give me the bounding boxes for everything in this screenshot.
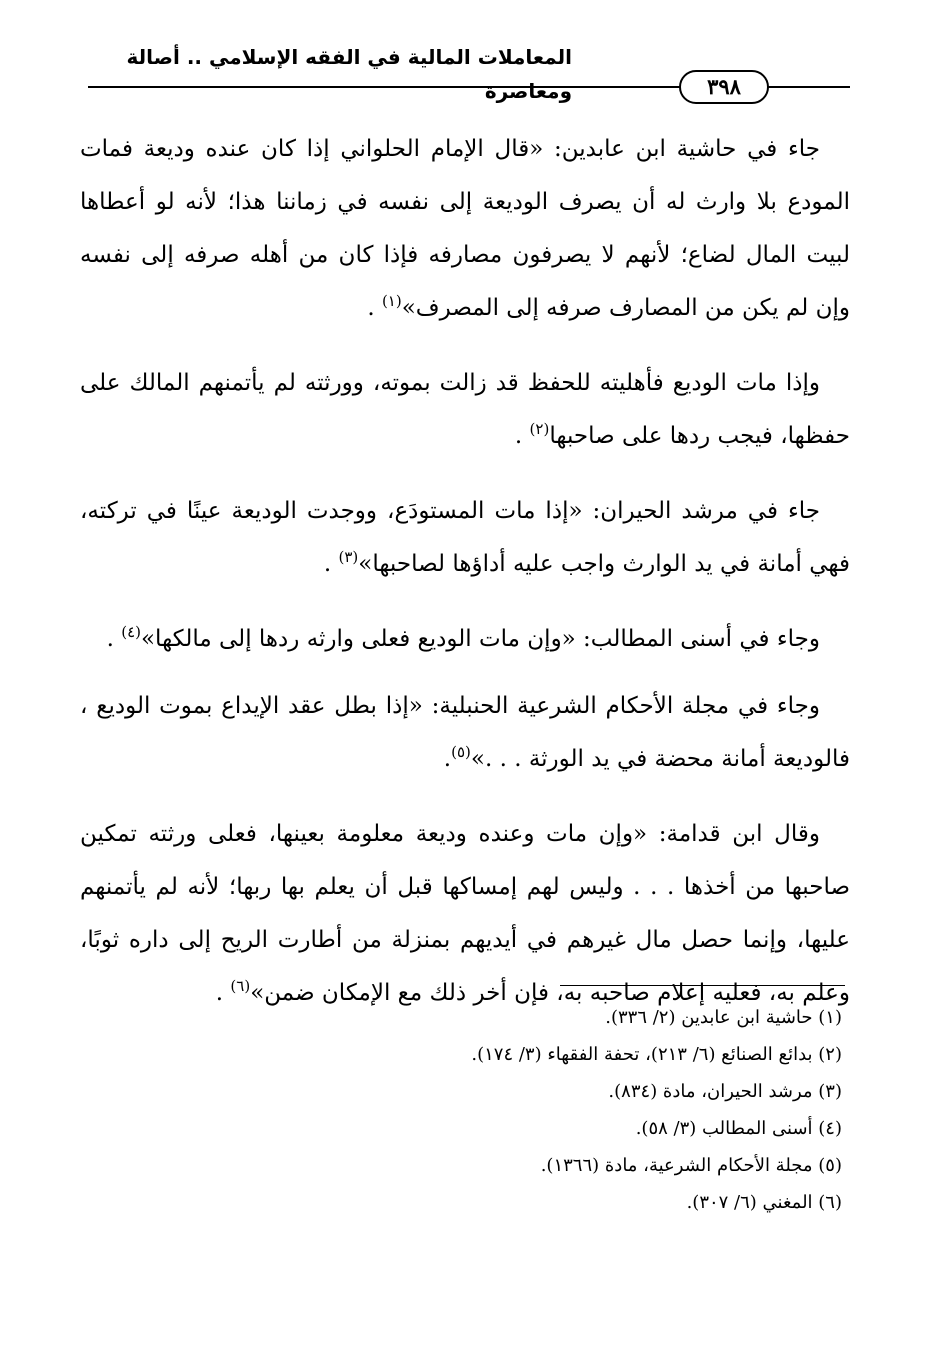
paragraph-end: . bbox=[514, 423, 530, 449]
paragraph bbox=[80, 680, 850, 786]
footnote: (٤) أسنى المطالب (٣/ ٥٨). bbox=[635, 1118, 842, 1139]
footnote-reference: (٦) bbox=[230, 977, 251, 995]
paragraph-text: جاء في حاشية ابن عابدين: «قال الإمام الحلواني إذا كان عنده وديعة فمات المودع بلا وارث له أن يصرف الوديعة إلى نفسه في زماننا هذا؛ لأنه لو أعطاها لبيت المال لضاع؛ لأنهم لا يصرفون مصارفه فإذا كان من أهله صرفه إلى نفسه وإن لم يكن من المصارف صرفه إلى المصرف» bbox=[80, 136, 850, 321]
footnotes bbox=[80, 999, 842, 1221]
footnote: (٢) بدائع الصنائع (٦/ ٢١٣)، تحفة الفقهاء (٣/ ١٧٤). bbox=[471, 1044, 842, 1065]
footnote: (٣) مرشد الحيران، مادة (٨٣٤). bbox=[608, 1081, 842, 1102]
footnote-reference: (١) bbox=[381, 292, 402, 310]
footnote-reference: (٣) bbox=[338, 548, 359, 566]
paragraph-end: . bbox=[367, 295, 382, 321]
paragraph bbox=[80, 485, 850, 591]
paragraph bbox=[80, 123, 850, 335]
paragraph-text: جاء في مرشد الحيران: «إذا مات المستودَع، ووجدت الوديعة عينًا في تركته، فهي أمانة في يد الوارث واجب عليه أداؤها لصاحبها» bbox=[80, 498, 850, 577]
footnote: (١) حاشية ابن عابدين (٢/ ٣٣٦). bbox=[605, 1007, 842, 1028]
paragraph-text: وإذا مات الوديع فأهليته للحفظ قد زالت بموته، وورثته لم يأتمنهم المالك على حفظها، فيجب ردها على صاحبها bbox=[80, 370, 850, 449]
paragraph-end: . bbox=[443, 746, 452, 772]
paragraph-text: وقال ابن قدامة: «وإن مات وعنده وديعة معلومة بعينها، فعلى ورثته تمكين صاحبها من أخذها . . . وليس لهم إمساكها قبل أن يعلم بها ربها؛ لأنه لم يأتمنهم عليها، وإنما حصل مال غيرهم في أيديهم بمنزلة من أطارت الريح إلى داره ثوبًا، وعلم به، فعليه إعلام صاحبه به، فإن أخر ذلك مع الإمكان ضمن» bbox=[80, 821, 850, 1006]
page-number: ٣٩٨ bbox=[679, 70, 769, 104]
footnote: (٦) المغني (٦/ ٣٠٧). bbox=[686, 1192, 842, 1213]
paragraph bbox=[80, 357, 850, 463]
paragraph bbox=[80, 613, 850, 666]
running-title: المعاملات المالية في الفقه الإسلامي .. أصالة ومعاصرة bbox=[126, 45, 572, 103]
footnote-reference: (٢) bbox=[529, 420, 550, 438]
paragraph bbox=[80, 808, 850, 1020]
main-text bbox=[80, 123, 850, 1042]
paragraph-text: وجاء في مجلة الأحكام الشرعية الحنبلية: «إذا بطل عقد الإيداع بموت الوديع ، فالوديعة أمانة محضة في يد الورثة . . .» bbox=[80, 693, 850, 772]
paragraph-end: . bbox=[323, 551, 339, 577]
footnote-reference: (٤) bbox=[121, 623, 141, 641]
footnote-reference: (٥) bbox=[451, 743, 471, 761]
paragraph-end: . bbox=[215, 980, 231, 1006]
paragraph-end: . bbox=[106, 626, 122, 652]
footnote: (٥) مجلة الأحكام الشرعية، مادة (١٣٦٦). bbox=[540, 1155, 842, 1176]
paragraph-text: وجاء في أسنى المطالب: «وإن مات الوديع فعلى وارثه ردها إلى مالكها» bbox=[140, 626, 820, 652]
footnote-separator bbox=[560, 985, 845, 986]
